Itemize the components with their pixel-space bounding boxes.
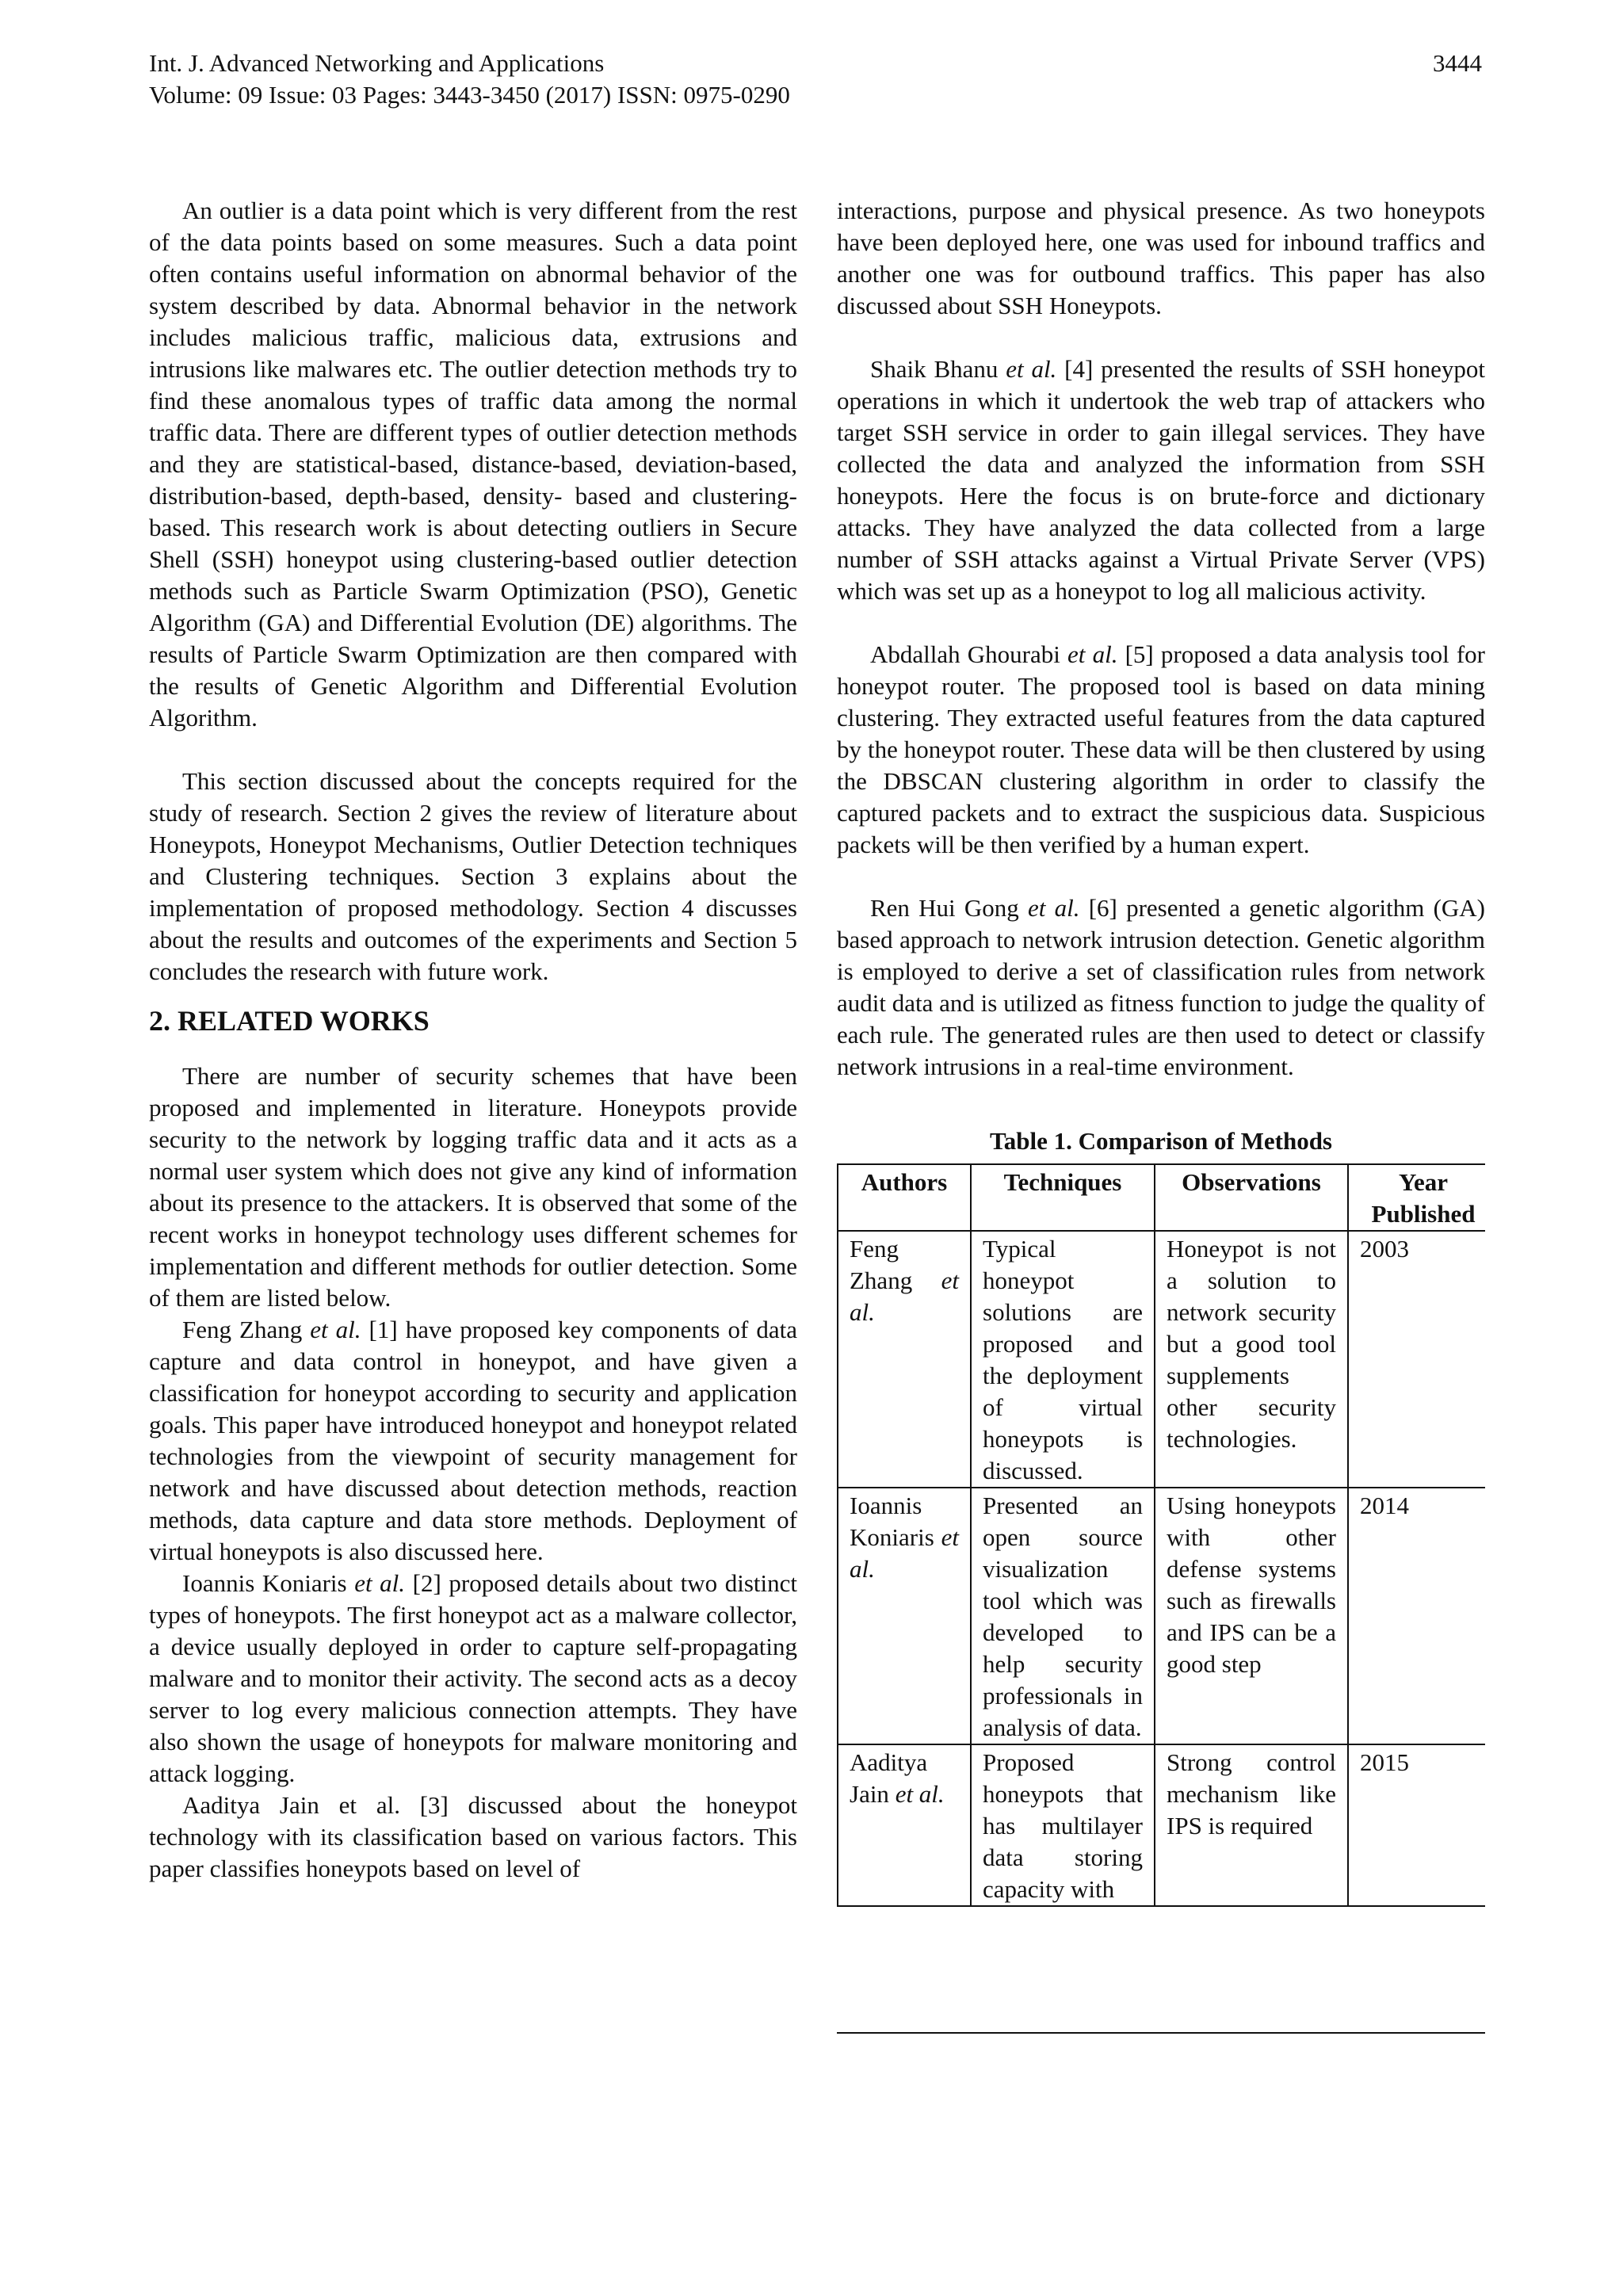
intro-paragraph-outlier: An outlier is a data point which is very different from the rest of the data points based on some measures. Such a data point often contains useful information on abnormal behavior of the system described by data. Abnormal behavior in the network includes malicious traffic, malicious data, extrusions and intrusions like malwares etc. The outlier detection methods try to find these anomalous types of traffic data among the normal traffic data. There are different types of outlier detection methods and they are statistical-based, distance-based, deviation-based, distribution-based, depth-based, density- based and clustering-based. This research work is about detecting outliers in Secure Shell (SSH) honeypot using clustering-based outlier detection methods such as Particle Swarm Optimization (PSO), Genetic Algorithm (GA) and Differential Evolution (DE) algorithms. The results of Particle Swarm Optimization are then compared with the results of Genetic Algorithm and Differential Evolution Algorithm.	[149, 197, 797, 732]
comparison-table-container	[837, 1163, 1485, 2034]
header-observations: Observations	[1155, 1164, 1348, 1231]
header-authors: Authors	[838, 1164, 971, 1231]
paragraph-text: [2] proposed details about two distinct types of honeypots. The first honeypot act as a malware collector, a device usually deployed in order to capture self-propagating malware and to monitor their activity. The second acts as a decoy server to log every malicious connection attempts. They have also shown the usage of honeypots for malware monitoring and attack logging.	[149, 1569, 797, 1787]
paragraph-abdallah-ghourabi	[837, 639, 1485, 861]
right-column	[837, 195, 1485, 2034]
paragraph-ioannis-koniaris	[149, 1568, 797, 1790]
author-name: Ioannis Koniaris	[182, 1569, 347, 1597]
et-al: et al.	[354, 1569, 406, 1597]
intro-paragraph-sections: This section discussed about the concepts required for the study of research. Section 2 gives the review of literature about Honeypots, Honeypot Mechanisms, Outlier Detection techniques and Clustering techniques. Section 3 explains about the implementation of proposed methodology. Section 4 discusses about the results and outcomes of the experiments and Section 5 concludes the research with future work.	[149, 767, 797, 985]
author-name: Ren Hui Gong	[870, 894, 1019, 922]
cell-author: Ioannis Koniaris et al.	[838, 1488, 971, 1744]
journal-name: Int. J. Advanced Networking and Applications	[149, 49, 605, 77]
cell-technique: Presented an open source visualization tool which was developed to help security professionals in analysis of data.	[971, 1488, 1155, 1744]
cell-technique: Proposed honeypots that has multilayer data storing capacity with	[971, 1744, 1155, 1906]
et-al: et al.	[1067, 640, 1118, 668]
cell-technique: Typical honeypot solutions are proposed and the deployment of virtual honeypots is discussed.	[971, 1231, 1155, 1488]
volume-info: Volume: 09 Issue: 03 Pages: 3443-3450 (2017) ISSN: 0975-0290	[149, 81, 790, 109]
table-header-row	[838, 1164, 1485, 1231]
page-number: 3444	[1433, 49, 1482, 77]
table-caption: Table 1. Comparison of Methods	[989, 1127, 1333, 1155]
paragraph-aaditya-jain: Aaditya Jain et al. [3] discussed about the honeypot technology with its classification based on various factors. This paper classifies honeypots based on level of	[149, 1791, 797, 1882]
paragraph-text: [6] presented a genetic algorithm (GA) based approach to network intrusion detection. Genetic algorithm is employed to derive a set of classification rules from network audit data and is utilized as fitness function to judge the quality of each rule. The generated rules are then used to detect or classify network intrusions in a real-time environment.	[837, 894, 1485, 1080]
section-heading-related-works: 2. RELATED WORKS	[149, 1005, 430, 1037]
cell-author: Aaditya Jain et al.	[838, 1744, 971, 1906]
continued-paragraph: interactions, purpose and physical presence. As two honeypots have been deployed here, one was used for inbound traffics and another one was for outbound traffics. This paper has also discussed about SSH Honeypots.	[837, 197, 1485, 319]
cell-year: 2014	[1348, 1488, 1485, 1744]
table-row	[838, 1488, 1485, 1744]
table-row	[838, 1231, 1485, 1488]
left-column	[149, 195, 797, 1885]
et-al: et al.	[1006, 355, 1057, 383]
cell-author: Feng Zhang et al.	[838, 1231, 971, 1488]
header-year-published: Year Published	[1348, 1164, 1485, 1231]
related-works-paragraph: There are number of security schemes that have been proposed and implemented in literature. Honeypots provide security to the network by logging traffic data and it acts as a normal user system which does not give any kind of information about its presence to the attackers. It is observed that some of the recent works in honeypot technology uses different schemes for implementation and different methods for outlier detection. Some of them are listed below.	[149, 1062, 797, 1312]
paragraph-text: [1] have proposed key components of data capture and data control in honeypot, and have given a classification for honeypot according to security and application goals. This paper have introduced honeypot and honeypot related technologies from the viewpoint of security management for network and have discussed about detection methods, reaction methods, data capture and data store methods. Deployment of virtual honeypots is also discussed here.	[149, 1316, 797, 1565]
author-name: Shaik Bhanu	[870, 355, 999, 383]
cell-year: 2015	[1348, 1744, 1485, 1906]
paragraph-text: [4] presented the results of SSH honeypot operations in which it undertook the web trap of attackers who target SSH service in order to gain illegal services. They have collected the data and analyzed the information from SSH honeypots. Here the focus is on brute-force and dictionary attacks. They have analyzed the data collected from a large number of SSH attacks against a Virtual Private Server (VPS) which was set up as a honeypot to log all malicious activity.	[837, 355, 1485, 605]
paragraph-ren-hui-gong	[837, 892, 1485, 1083]
comparison-table	[837, 1163, 1485, 1907]
table-row	[838, 1744, 1485, 1906]
cell-observation: Strong control mechanism like IPS is required	[1155, 1744, 1348, 1906]
header-techniques: Techniques	[971, 1164, 1155, 1231]
author-name: Abdallah Ghourabi	[870, 640, 1060, 668]
et-al: et al.	[310, 1316, 361, 1343]
cell-observation: Honeypot is not a solution to network security but a good tool supplements other security technologies.	[1155, 1231, 1348, 1488]
et-al: et al.	[1028, 894, 1080, 922]
page-header	[149, 48, 1482, 111]
paragraph-feng-zhang	[149, 1314, 797, 1568]
paragraph-shaik-bhanu	[837, 353, 1485, 607]
author-name: Feng Zhang	[182, 1316, 303, 1343]
paragraph-text: [5] proposed a data analysis tool for honeypot router. The proposed tool is based on data mining clustering. They extracted useful features from the data captured by the honeypot router. These data will be then clustered by using the DBSCAN clustering algorithm in order to classify the captured packets and to extract the suspicious data. Suspicious packets will be then verified by a human expert.	[837, 640, 1485, 858]
cell-year: 2003	[1348, 1231, 1485, 1488]
cell-observation: Using honeypots with other defense systems such as firewalls and IPS can be a good step	[1155, 1488, 1348, 1744]
